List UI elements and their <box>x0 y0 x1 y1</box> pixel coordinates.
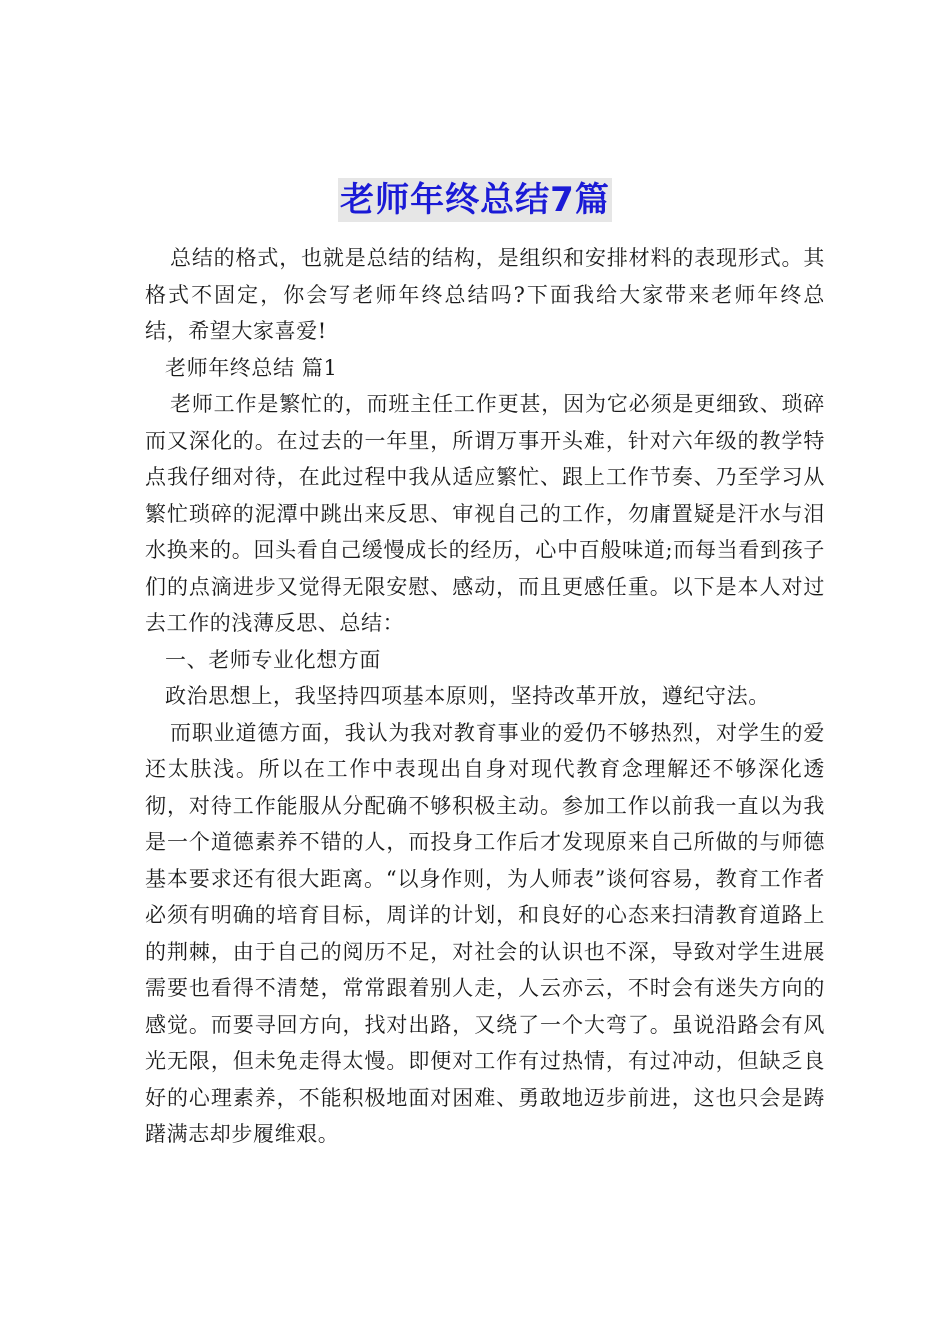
intro-paragraph: 总结的格式，也就是总结的结构，是组织和安排材料的表现形式。其格式不固定，你会写老师年终总结吗?下面我给大家带来老师年终总结，希望大家喜爱! <box>145 246 825 343</box>
title-container <box>0 178 950 222</box>
section-heading-part-1: 老师年终总结 篇1 <box>165 355 338 380</box>
body-paragraph: 老师工作是繁忙的，而班主任工作更甚，因为它必须是更细致、琐碎而又深化的。在过去的一年里，所谓万事开头难，针对六年级的教学特点我仔细对待，在此过程中我从适应繁忙、跟上工作节奏、乃至学习从繁忙琐碎的泥潭中跳出来反思、审视自己的工作，勿庸置疑是汗水与泪水换来的。回头看自己缓慢成长的经历，心中百般味道;而每当看到孩子们的点滴进步又觉得无限安慰、感动，而且更感任重。以下是本人对过去工作的浅薄反思、总结： <box>145 392 825 635</box>
document-title: 老师年终总结7篇 <box>340 180 610 220</box>
subsection-heading: 一、老师专业化想方面 <box>165 647 381 672</box>
body-paragraph-political: 政治思想上，我坚持四项基本原则，坚持改革开放，遵纪守法。 <box>165 684 770 708</box>
body-paragraph-ethics: 而职业道德方面，我认为我对教育事业的爱仍不够热烈，对学生的爱还太肤浅。所以在工作中表现出自身对现代教育念理解还不够深化透彻，对待工作能服从分配确不够积极主动。参加工作以前我一直以为我是一个道德素养不错的人，而投身工作后才发现原来自己所做的与师德基本要求还有很大距离。“以身作则，为人师表”谈何容易，教育工作者必须有明确的培育目标，周详的计划，和良好的心态来扫清教育道路上的荆棘，由于自己的阅历不足，对社会的认识也不深，导致对学生进展需要也看得不清楚，常常跟着别人走，人云亦云，不时会有迷失方向的感觉。而要寻回方向，找对出路，又绕了一个大弯了。虽说沿路会有风光无限，但未免走得太慢。即便对工作有过热情，有过冲动，但缺乏良好的心理素养，不能积极地面对困难、勇敢地迈步前进，这也只会是踌躇满志却步履维艰。 <box>145 720 825 1146</box>
document-body <box>145 240 825 1153</box>
